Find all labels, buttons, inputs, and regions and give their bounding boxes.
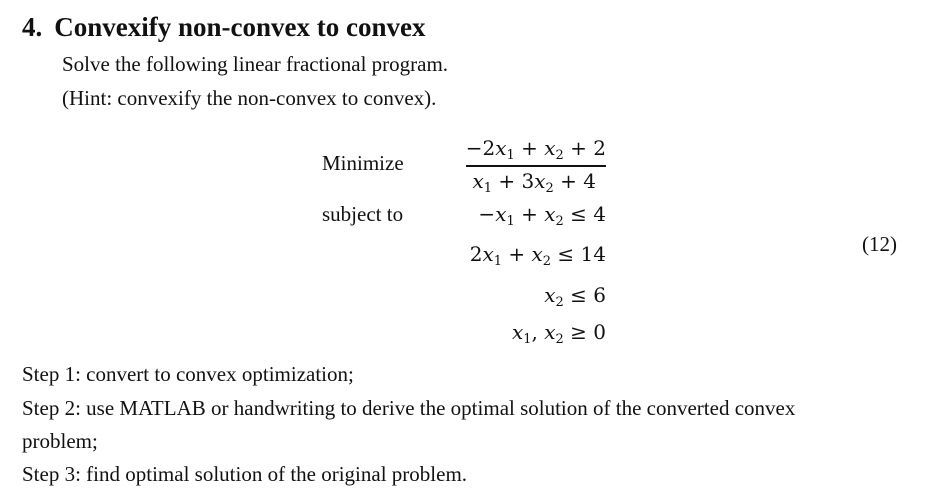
step-2-continuation: problem;: [22, 429, 98, 453]
problem-heading: [22, 12, 425, 43]
objective-numerator: $-2x_1 + x_2 + 2$: [465, 136, 606, 163]
intro-line-1: Solve the following linear fractional program.: [62, 52, 449, 76]
objective-label: Minimize: [322, 151, 404, 175]
constraints-label: subject to: [322, 202, 404, 226]
step-2-text: Step 2: use MATLAB or handwriting to derive the optimal solution of the converted convex: [22, 396, 796, 420]
fraction-bar: [466, 165, 606, 167]
step-3-text: Step 3: find optimal solution of the original problem.: [22, 462, 468, 486]
equation-number: (12): [862, 232, 897, 256]
problem-number: 4.: [22, 12, 43, 42]
step-1-text: Step 1: convert to convex optimization;: [22, 362, 354, 386]
constraint-3: $x_2 \le 6$: [544, 283, 606, 310]
constraint-2: $2x_1 + x_2 \le 14$: [469, 242, 606, 269]
constraint-1: $-x_1 + x_2 \le 4$: [478, 202, 606, 229]
constraint-4: $x_1$, $x_2 \ge 0$: [511, 320, 606, 347]
objective-denominator: $x_1 + 3x_2 + 4$: [472, 169, 596, 196]
problem-title: Convexify non-convex to convex: [54, 12, 426, 42]
intro-hint: (Hint: convexify the non-convex to convex).: [62, 86, 437, 110]
